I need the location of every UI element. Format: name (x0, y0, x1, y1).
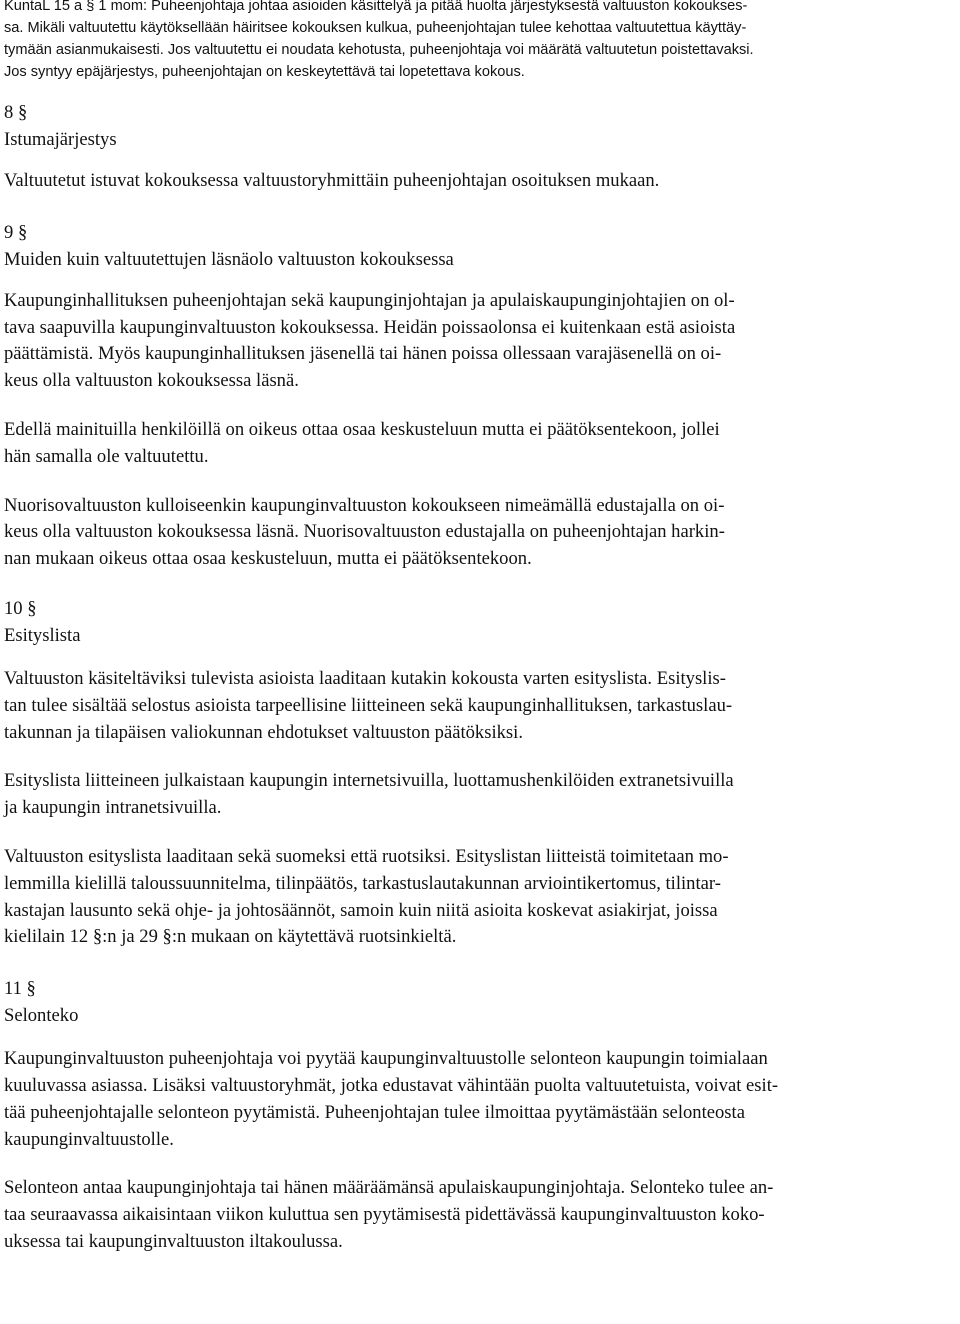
paragraph-line: hän samalla ole valtuutettu. (4, 445, 209, 467)
section-title: Istumajärjestys (4, 129, 117, 150)
paragraph-line: tää puheenjohtajalle selonteon pyytämistä. Puheenjohtajan tulee ilmoittaa pyytämästään selonteosta (4, 1101, 745, 1123)
paragraph (4, 1046, 954, 1153)
paragraph-line: uksessa tai kaupunginvaltuuston iltakoulussa. (4, 1230, 343, 1252)
paragraph-line: Kaupunginhallituksen puheenjohtajan sekä kaupunginjohtajan ja apulaiskaupunginjohtajien on ol- (4, 289, 735, 311)
section-8 (4, 99, 954, 195)
section-title: Esityslista (4, 624, 81, 646)
paragraph-line: lemmilla kielillä taloussuunnitelma, tilinpäätös, tarkastuslautakunnan arviointikertomus, tilintar- (4, 872, 721, 894)
paragraph-line: kastajan lausunto sekä ohje- ja johtosäännöt, samoin kuin niitä asioita koskevat asiakirjat, joissa (4, 899, 718, 921)
intro-note-line: Jos syntyy epäjärjestys, puheenjohtajan on keskeytettävä tai lopetettava kokous. (4, 64, 525, 80)
paragraph (4, 168, 954, 195)
paragraph-line: Esityslista liitteineen julkaistaan kaupungin internetsivuilla, luottamushenkilöiden extranetsivuilla (4, 770, 734, 792)
section-number: 9 § (4, 221, 28, 243)
paragraph-line: nan mukaan oikeus ottaa osaa keskusteluun, mutta ei päätöksentekoon. (4, 548, 532, 570)
section-title: Muiden kuin valtuutettujen läsnäolo valtuuston kokouksessa (4, 248, 454, 270)
section-number: 8 § (4, 102, 28, 123)
paragraph (4, 768, 954, 822)
intro-note-line: KuntaL 15 a § 1 mom: Puheenjohtaja johtaa asioiden käsittelyä ja pitää huolta järjestyksestä valtuuston kokoukses- (4, 0, 748, 14)
paragraph-line: keus olla valtuuston kokouksessa läsnä. Nuorisovaltuuston edustajalla on puheenjohtajan harkin- (4, 521, 725, 543)
section-number: 10 § (4, 597, 37, 619)
paragraph-line: Selonteon antaa kaupunginjohtaja tai hänen määräämänsä apulaiskaupunginjohtaja. Selonteko tulee an- (4, 1177, 774, 1199)
paragraph-line: keus olla valtuuston kokouksessa läsnä. (4, 370, 299, 392)
paragraph-line: taa seuraavassa aikaisintaan viikon kuluttua sen pyytämisestä pidettävässä kaupunginvaltuuston koko- (4, 1204, 765, 1226)
paragraph-line: Nuorisovaltuuston kulloiseenkin kaupunginvaltuuston kokoukseen nimeämällä edustajalla on oi- (4, 494, 725, 516)
paragraph (4, 666, 954, 746)
paragraph-line: takunnan ja tilapäisen valiokunnan ehdotukset valtuuston päätöksiksi. (4, 721, 523, 743)
intro-note (4, 0, 954, 83)
intro-note-line: tymään asianmukaisesti. Jos valtuutettu ei noudata kehotusta, puheenjohtaja voi määrätä valtuutetun poistettavaksi. (4, 42, 754, 58)
paragraph-line: Valtuutetut istuvat kokouksessa valtuustoryhmittäin puheenjohtajan osoituksen mukaan. (4, 170, 660, 191)
section-11 (4, 975, 954, 1256)
section-9 (4, 219, 954, 573)
paragraph-line: Valtuuston käsiteltäviksi tulevista asioista laaditaan kutakin kokousta varten esityslista. Esityslis- (4, 667, 726, 689)
paragraph-line: tan tulee sisältää selostus asioista tarpeellisine liitteineen sekä kaupunginhallituksen, tarkastuslau- (4, 694, 733, 716)
paragraph-line: kuuluvassa asiassa. Lisäksi valtuustoryhmät, jotka edustavat vähintään puolta valtuutetuista, voivat esit- (4, 1074, 779, 1096)
paragraph-line: kielilain 12 §:n ja 29 §:n mukaan on käytettävä ruotsinkieltä. (4, 926, 457, 948)
paragraph-line: ja kaupungin intranetsivuilla. (4, 797, 222, 819)
paragraph-line: Kaupunginvaltuuston puheenjohtaja voi pyytää kaupunginvaltuustolle selonteon kaupungin toimialaan (4, 1048, 768, 1070)
paragraph-line: päättämistä. Myös kaupunginhallituksen jäsenellä tai hänen poissa ollessaan varajäsenellä on oi- (4, 343, 722, 365)
section-title: Selonteko (4, 1005, 79, 1027)
paragraph-line: tava saapuvilla kaupunginvaltuuston kokouksessa. Heidän poissaolonsa ei kuitenkaan estä asioista (4, 316, 736, 338)
paragraph-line: Valtuuston esityslista laaditaan sekä suomeksi että ruotsiksi. Esityslistan liitteistä toimitetaan mo- (4, 845, 729, 867)
section-10 (4, 595, 954, 951)
paragraph (4, 844, 954, 951)
paragraph-line: Edellä mainituilla henkilöillä on oikeus ottaa osaa keskusteluun mutta ei päätöksentekoon, jollei (4, 418, 720, 440)
paragraph (4, 288, 954, 395)
paragraph (4, 493, 954, 573)
section-number: 11 § (4, 978, 36, 1000)
document-page (4, 0, 954, 1256)
paragraph (4, 1175, 954, 1255)
paragraph-line: kaupunginvaltuustolle. (4, 1128, 174, 1150)
paragraph (4, 417, 954, 471)
intro-note-line: sa. Mikäli valtuutettu käytöksellään häiritsee kokouksen kulkua, puheenjohtajan tulee kehottaa valtuutettua käyttäy- (4, 20, 747, 36)
